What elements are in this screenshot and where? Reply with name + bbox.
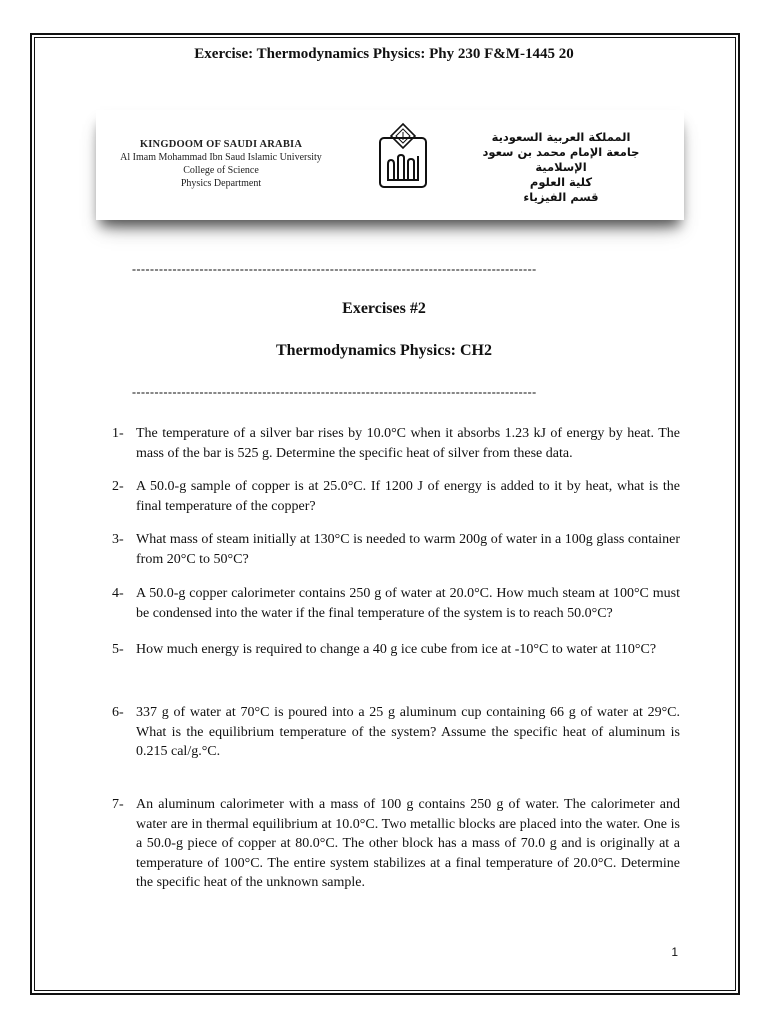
- exercise-title: Exercises #2: [342, 300, 426, 317]
- question-number: 4-: [112, 586, 124, 601]
- question-item: [112, 703, 680, 762]
- department-name-english: Physics Department: [180, 178, 262, 189]
- question-number: 6-: [112, 705, 124, 720]
- divider-bottom: ------------------------------------------------------------------------------------------: [132, 385, 537, 399]
- question-item: [112, 584, 680, 623]
- question-item: [112, 530, 680, 569]
- question-item: [112, 477, 680, 516]
- question-text: A 50.0-g sample of copper is at 25.0°C. If 1200 J of energy is added to it by heat, what is the final temperature of the copper?: [136, 479, 680, 514]
- letterhead-english: [96, 138, 346, 190]
- university-name-english: Al Imam Mohammad Ibn Saud Islamic University: [120, 152, 322, 163]
- chapter-title: Thermodynamics Physics: CH2: [276, 342, 492, 359]
- question-item: [112, 640, 680, 660]
- letterhead-arabic: [466, 130, 656, 205]
- university-name-arabic: جامعة الإمام محمد بن سعود الإسلامية: [482, 145, 640, 174]
- question-text: A 50.0-g copper calorimeter contains 250 g of water at 20.0°C. How much steam at 100°C must be condensed into the water if the final temperature of the system is to reach 50.0°C?: [136, 586, 680, 621]
- question-text: An aluminum calorimeter with a mass of 100 g contains 250 g of water. The calorimeter and water are in thermal equilibrium at 10.0°C. Two metallic blocks are placed into the water. One is a 50.0-g piece of copper at 80.0°C. The other block has a mass of 70.0 g and is originally at a temperature of 100°C. The entire system stabilizes at a final temperature of 20.0°C. Determine the specific heat of the unknown sample.: [136, 797, 680, 890]
- question-text: What mass of steam initially at 130°C is needed to warm 200g of water in a 100g glass container from 20°C to 50°C?: [136, 532, 680, 567]
- department-name-arabic: قسم الفيزياء: [523, 190, 599, 204]
- letterhead: [96, 110, 684, 220]
- question-item: [112, 424, 680, 463]
- question-item: [112, 795, 680, 893]
- question-number: 3-: [112, 532, 124, 547]
- country-name-arabic: المملكة العربية السعودية: [491, 130, 631, 144]
- question-text: 337 g of water at 70°C is poured into a 25 g aluminum cup containing 66 g of water at 29°C. What is the equilibrium temperature of the system? Assume the specific heat of aluminum is 0.215 cal/g.°C.: [136, 705, 680, 759]
- university-emblem-icon: [379, 122, 427, 188]
- college-name-english: College of Science: [183, 165, 259, 176]
- question-number: 2-: [112, 479, 124, 494]
- question-number: 1-: [112, 426, 124, 441]
- page-number: 1: [671, 945, 678, 959]
- college-name-arabic: كلية العلوم: [529, 175, 593, 189]
- question-text: The temperature of a silver bar rises by 10.0°C when it absorbs 1.23 kJ of energy by heat. The mass of the bar is 525 g. Determine the specific heat of silver from these data.: [136, 426, 680, 461]
- question-number: 5-: [112, 642, 124, 657]
- question-number: 7-: [112, 797, 124, 812]
- question-text: How much energy is required to change a 40 g ice cube from ice at -10°C to water at 110°C?: [136, 642, 657, 657]
- divider-top: ------------------------------------------------------------------------------------------: [132, 262, 537, 276]
- country-name-english: KINGDOOM OF SAUDI ARABIA: [139, 139, 303, 150]
- document-header: Exercise: Thermodynamics Physics: Phy 230 F&M-1445 20: [194, 46, 574, 62]
